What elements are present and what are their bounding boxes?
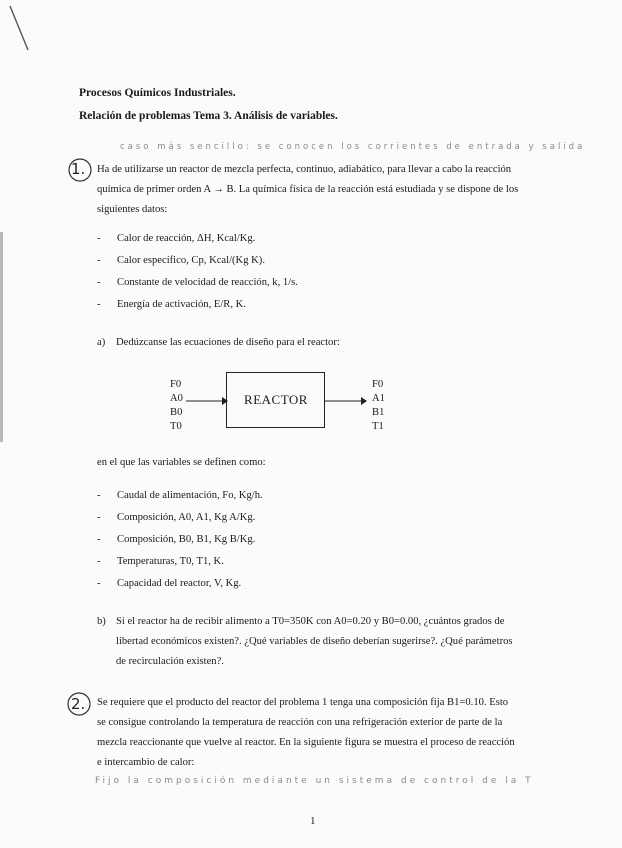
part-b-line: libertad económicos existen?. ¿Qué variables de diseño deberían sugerirse?. ¿Qué parámetros [116,636,513,647]
problem-1-statement [97,160,557,220]
data-item: Calor específico, Cp, Kcal/(Kg K). [117,255,265,266]
variables-intro: en el que las variables se definen como: [97,457,266,468]
diagram-outputs [372,378,385,434]
variable-item: Temperaturas, T0, T1, K. [117,556,224,567]
output-arrow-icon [325,395,367,407]
problem-1-line: Ha de utilizarse un reactor de mezcla perfecta, continuo, adiabático, para llevar a cabo la reacción [97,164,512,175]
problem-2-number-circled [71,695,85,713]
input-arrow-icon [186,395,228,407]
bullet: - [97,490,101,501]
variable-item: Composición, B0, B1, Kg B/Kg. [117,534,256,545]
bullet: - [97,255,101,266]
variable-item: Caudal de alimentación, Fo, Kg/h. [117,490,263,501]
part-b-label: b) [97,616,106,627]
course-title: Procesos Químicos Industriales. [79,87,236,99]
problem-1-line: siguientes datos: [97,204,168,215]
handwritten-note-top: caso más sencillo: se conocen los corrientes de entrada y salida [120,142,586,152]
problem-2-number: 2. [71,695,86,713]
variable-item: Capacidad del reactor, V, Kg. [117,578,242,589]
output-variable: A1 [372,393,385,404]
input-variable: F0 [170,379,182,390]
variable-item: Composición, A0, A1, Kg A/Kg. [117,512,256,523]
bullet: - [97,233,101,244]
data-item: Constante de velocidad de reacción, k, 1/s. [117,277,298,288]
part-b-line: de recirculación existen?. [116,656,224,667]
problem-1-number-circled [71,160,85,178]
bullet: - [97,512,101,523]
page-subtitle: Relación de problemas Tema 3. Análisis de variables. [79,110,338,122]
problem-2-line: se consigue controlando la temperatura de reacción con una refrigeración exterior de parte de la [97,717,503,728]
problem-1-line: química de primer orden A → B. La química física de la reacción está estudiada y se dispone de los [97,184,519,195]
problem-2-statement [97,693,557,773]
input-variable: T0 [170,421,182,432]
page-number: 1 [310,815,316,827]
part-b-text [116,612,556,672]
output-variable: F0 [372,379,384,390]
part-b-line: Si el reactor ha de recibir alimento a T0=350K con A0=0.20 y B0=0.00, ¿cuántos grados de [116,616,505,627]
scan-edge-mark [0,232,3,442]
reactor-label: REACTOR [244,392,308,407]
data-item: Energía de activación, E/R, K. [117,299,246,310]
bullet: - [97,277,101,288]
bullet: - [97,578,101,589]
handwritten-note-bottom: Fijo la composición mediante un sistema de control de la T [95,776,534,786]
part-a-text: Dedúzcanse las ecuaciones de diseño para el reactor: [116,337,340,348]
bullet: - [97,556,101,567]
bullet: - [97,534,101,545]
problem-1-number: 1. [71,160,86,178]
pen-stroke-mark [0,0,40,60]
diagram-inputs [170,378,183,434]
output-variable: T1 [372,421,384,432]
circle-mark-icon [67,157,93,183]
problem-2-line: e intercambio de calor: [97,757,195,768]
data-item: Calor de reacción, ΔH, Kcal/Kg. [117,233,256,244]
bullet: - [97,299,101,310]
problem-2-line: mezcla reaccionante que vuelve al reactor. En la siguiente figura se muestra el proceso de reacción [97,737,515,748]
problem-2-line: Se requiere que el producto del reactor del problema 1 tenga una composición fija B1=0.10. Esto [97,697,509,708]
circle-mark-icon [66,691,92,717]
part-a-label: a) [97,337,106,348]
input-variable: B0 [170,407,183,418]
input-variable: A0 [170,393,183,404]
output-variable: B1 [372,407,385,418]
